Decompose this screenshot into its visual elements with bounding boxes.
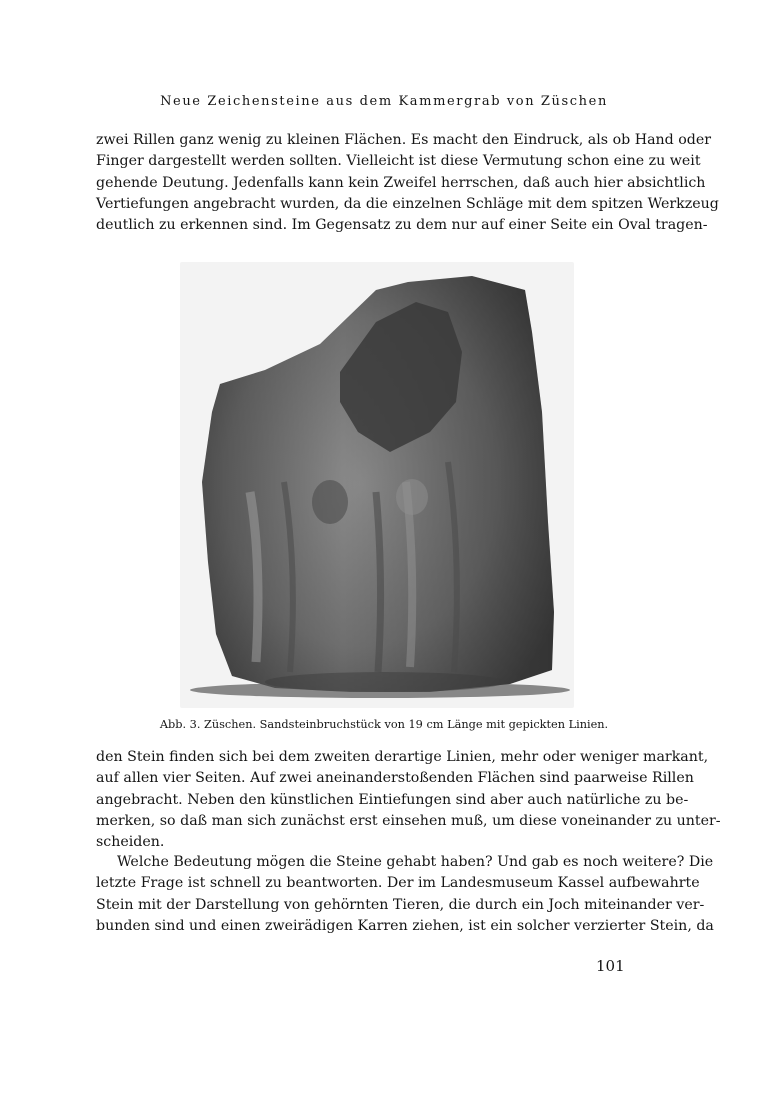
text-line: angebracht. Neben den künstlichen Eintiefungen sind aber auch natürliche zu be- bbox=[96, 791, 689, 808]
running-head: Neue Zeichensteine aus dem Kammergrab von Züschen bbox=[160, 94, 608, 109]
text-line: Welche Bedeutung mögen die Steine gehabt haben? Und gab es noch weitere? Die bbox=[117, 854, 714, 870]
text-line: den Stein finden sich bei dem zweiten derartige Linien, mehr oder weniger markant, bbox=[96, 749, 709, 765]
page-number: 101 bbox=[596, 957, 625, 975]
text-line: merken, so daß man sich zunächst erst einsehen muß, um diese voneinander zu unter- bbox=[96, 812, 721, 829]
paragraph-3 bbox=[96, 852, 714, 937]
text-line: letzte Frage ist schnell zu beantworten. Der im Landesmuseum Kassel aufbewahrte bbox=[96, 875, 700, 892]
text-line: deutlich zu erkennen sind. Im Gegensatz zu dem nur auf einer Seite ein Oval tragen- bbox=[96, 217, 708, 234]
paragraph-2 bbox=[96, 747, 721, 853]
stone-photograph bbox=[180, 262, 574, 708]
text-line: Finger dargestellt werden sollten. Vielleicht ist diese Vermutung schon eine zu weit bbox=[96, 153, 701, 170]
text-line: gehende Deutung. Jedenfalls kann kein Zweifel herrschen, daß auch hier absichtlich bbox=[96, 174, 706, 191]
text-line: Stein mit der Darstellung von gehörnten Tieren, die durch ein Joch miteinander ver- bbox=[96, 896, 705, 913]
paragraph-1 bbox=[96, 130, 719, 236]
figure-caption: Abb. 3. Züschen. Sandsteinbruchstück von 19 cm Länge mit gepickten Linien. bbox=[159, 718, 609, 731]
text-line: zwei Rillen ganz wenig zu kleinen Flächen. Es macht den Eindruck, als ob Hand oder bbox=[96, 132, 712, 148]
text-line: Vertiefungen angebracht wurden, da die einzelnen Schläge mit dem spitzen Werkzeug bbox=[96, 195, 719, 212]
text-line: scheiden. bbox=[96, 834, 165, 851]
sandstone-fragment-image bbox=[180, 262, 574, 708]
text-line: bunden sind und einen zweirädigen Karren ziehen, ist ein solcher verzierter Stein, da bbox=[96, 917, 714, 934]
text-line: auf allen vier Seiten. Auf zwei aneinanderstoßenden Flächen sind paarweise Rillen bbox=[96, 770, 694, 787]
